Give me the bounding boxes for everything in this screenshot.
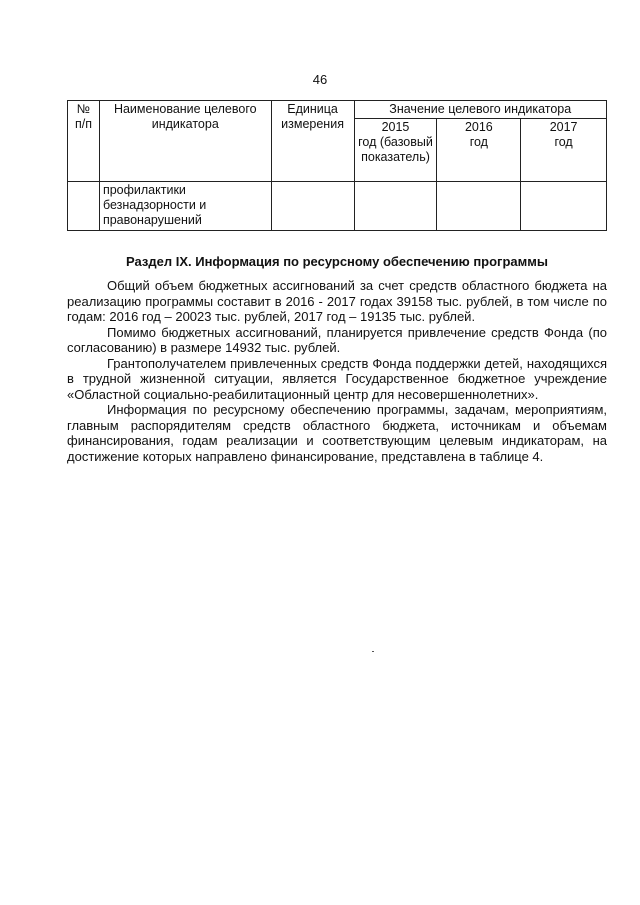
year-note: год [469, 135, 488, 149]
year-label: 2017 [549, 120, 578, 134]
header-unit: Единица измерения [271, 101, 354, 182]
paragraph: Помимо бюджетных ассигнований, планируется привлечение средств Фонда (по согласованию) в размере 14932 тыс. рублей. [67, 324, 607, 355]
header-indicator-name: Наименование целевого индикатора [99, 101, 271, 182]
header-num: № п/п [68, 101, 100, 182]
year-label: 2015 [381, 120, 410, 134]
header-year-2017 [521, 119, 607, 182]
paragraph: Грантополучателем привлеченных средств Фонда поддержки детей, находящихся в трудной жизненной ситуации, является Государственное бюджетное учреждение «Областной социально-реабилитационный центр для несовершеннолетних». [67, 355, 607, 402]
cell-indicator-name: профилактики безнадзорности и правонарушений [99, 182, 271, 231]
year-note: год [554, 135, 573, 149]
header-year-2015 [354, 119, 437, 182]
header-value-group: Значение целевого индикатора [354, 101, 606, 119]
year-label: 2016 [464, 120, 493, 134]
paragraph: Информация по ресурсному обеспечению программы, задачам, мероприятиям, главным распорядителям средств областного бюджета, источникам и объемам финансирования, годам реализации и соответствующим целевым индикаторам, на достижение которых направлено финансирование, представлена в таблице 4. [67, 402, 607, 464]
header-year-2016 [437, 119, 521, 182]
scan-artifact [372, 651, 374, 652]
section-title: Раздел IX. Информация по ресурсному обеспечению программы [126, 254, 548, 269]
year-note: год (базовый показатель) [358, 135, 433, 164]
paragraph: Общий объем бюджетных ассигнований за счет средств областного бюджета на реализацию программы составит в 2016 - 2017 годах 39158 тыс. рублей, в том числе по годам: 2016 год – 20023 тыс. рублей, 2017 год – 19135 тыс. рублей. [67, 278, 607, 324]
indicator-table [67, 100, 607, 231]
section-body [67, 278, 607, 464]
cell-num [68, 182, 100, 231]
table-header-row [68, 101, 607, 119]
cell-value-2016 [437, 182, 521, 231]
cell-value-2015 [354, 182, 437, 231]
cell-value-2017 [521, 182, 607, 231]
page-number: 46 [312, 72, 328, 87]
cell-unit [271, 182, 354, 231]
table-row [68, 182, 607, 231]
